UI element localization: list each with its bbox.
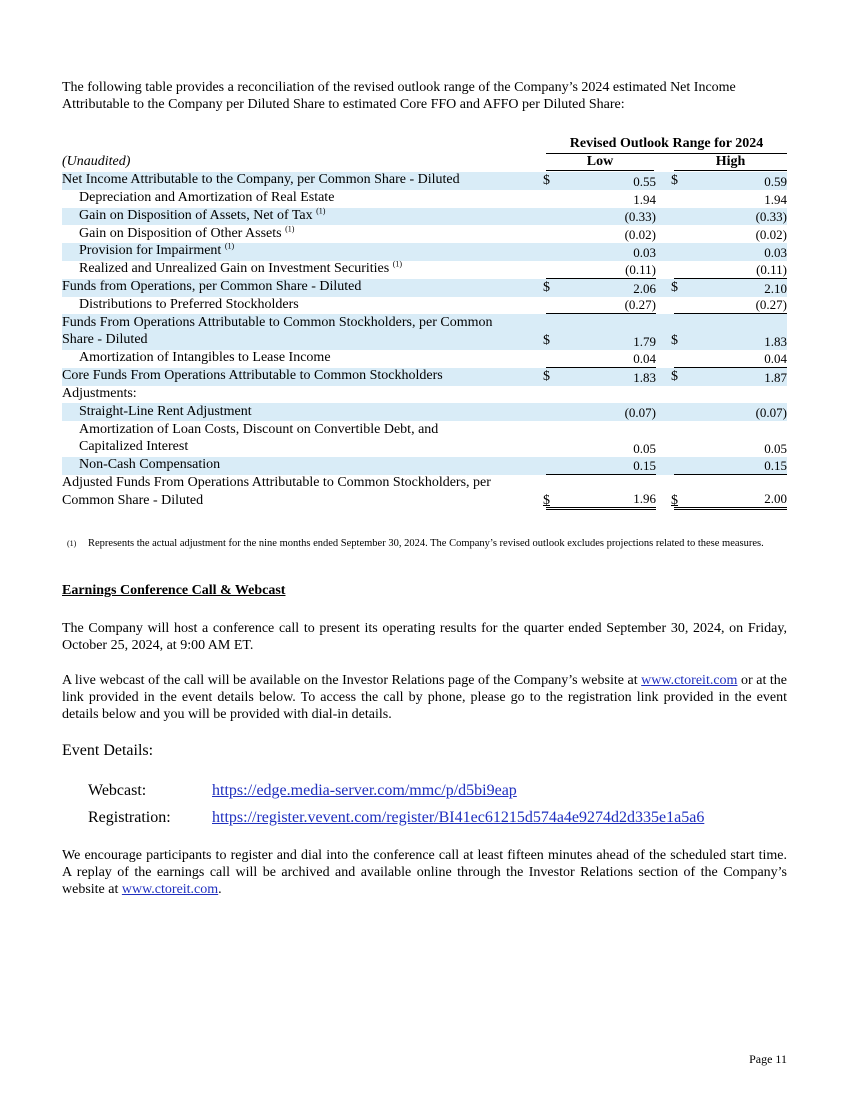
high-value: 0.15 bbox=[674, 457, 787, 475]
webcast-paragraph bbox=[62, 672, 787, 723]
replay-text-after: . bbox=[218, 882, 222, 897]
webcast-text-before: A live webcast of the call will be available on the Investor Relations page of the Company’s website at bbox=[62, 673, 642, 688]
row-label bbox=[62, 171, 532, 189]
row-label-text: Amortization of Loan Costs, Discount on Convertible Debt, and bbox=[79, 421, 439, 437]
low-value: 0.55 bbox=[633, 173, 656, 189]
row-label-text: Distributions to Preferred Stockholders bbox=[79, 296, 299, 312]
row-label-text: Funds from Operations, per Common Share - Diluted bbox=[62, 279, 362, 295]
table-body bbox=[62, 172, 787, 510]
dollar-sign: $ bbox=[543, 279, 550, 295]
low-value: 0.05 bbox=[633, 440, 656, 456]
event-key: Registration: bbox=[88, 809, 171, 826]
row-label bbox=[62, 367, 532, 385]
high-column-header: High bbox=[674, 154, 787, 171]
webcast-text-after: or at the link provided in the event details below. To access the call by phone, please go to the registration link provided in the event details below and you will be provided with dial-in details. bbox=[62, 673, 787, 722]
high-value: 0.05 bbox=[764, 440, 787, 456]
row-label-text: Core Funds From Operations Attributable to Common Stockholders bbox=[62, 368, 443, 384]
high-value: 2.10 bbox=[764, 280, 787, 296]
row-label-text: Net Income Attributable to the Company, per Common Share - Diluted bbox=[62, 172, 460, 188]
dollar-sign: $ bbox=[671, 279, 678, 295]
row-label bbox=[62, 278, 532, 296]
row-label-text: Adjusted Funds From Operations Attributable to Common Stockholders, per bbox=[62, 475, 491, 491]
high-value: 1.87 bbox=[764, 369, 787, 385]
replay-paragraph bbox=[62, 847, 787, 898]
row-label bbox=[79, 349, 549, 367]
website-link[interactable]: www.ctoreit.com bbox=[641, 673, 738, 688]
row-label bbox=[62, 314, 532, 349]
low-value: 1.83 bbox=[633, 369, 656, 385]
table-row bbox=[62, 190, 787, 208]
row-label-text: Gain on Disposition of Other Assets bbox=[79, 225, 282, 241]
table-row bbox=[62, 225, 787, 243]
row-label bbox=[62, 385, 532, 403]
row-label-text: Amortization of Intangibles to Lease Income bbox=[79, 350, 331, 366]
footnote-ref: (1) bbox=[316, 206, 326, 216]
high-value: (0.27) bbox=[674, 296, 787, 314]
table-row bbox=[62, 279, 787, 297]
low-value: 0.15 bbox=[546, 457, 656, 475]
dollar-sign: $ bbox=[671, 332, 678, 348]
row-label-text: Realized and Unrealized Gain on Investment Securities bbox=[79, 261, 390, 277]
high-value: 1.83 bbox=[764, 333, 787, 349]
low-value: 1.94 bbox=[633, 191, 656, 207]
high-value: (0.33) bbox=[755, 209, 787, 225]
table-column-headers bbox=[62, 154, 787, 171]
dollar-sign: $ bbox=[671, 368, 678, 384]
intro-paragraph: The following table provides a reconciliation of the revised outlook range of the Company’s 2024 estimated Net Income Attributable to the Company per Diluted Share to estimated Core FFO and AFFO per Diluted Share: bbox=[62, 80, 736, 112]
table-row bbox=[62, 350, 787, 368]
table-row bbox=[62, 368, 787, 386]
dollar-sign: $ bbox=[543, 172, 550, 188]
row-label bbox=[79, 296, 549, 314]
table-row bbox=[62, 261, 787, 279]
row-label-text-line2: Common Share - Diluted bbox=[62, 492, 204, 508]
webcast-link[interactable]: https://edge.media-server.com/mmc/p/d5bi9eap bbox=[212, 782, 517, 799]
dollar-sign: $ bbox=[543, 332, 550, 348]
footnote-mark: (1) bbox=[67, 539, 77, 548]
row-label-text: Provision for Impairment bbox=[79, 243, 222, 259]
low-value: 0.03 bbox=[633, 244, 656, 260]
table-row bbox=[62, 457, 787, 475]
high-value: (0.07) bbox=[755, 405, 787, 421]
low-value: 1.96 bbox=[546, 490, 656, 510]
low-value: (0.27) bbox=[546, 296, 656, 314]
low-value: (0.02) bbox=[624, 227, 656, 243]
row-label bbox=[79, 242, 549, 260]
dollar-sign: $ bbox=[543, 493, 550, 509]
page-number: Page 11 bbox=[749, 1052, 787, 1066]
high-value: 1.94 bbox=[764, 191, 787, 207]
low-value: (0.11) bbox=[546, 261, 656, 279]
table-row bbox=[62, 314, 787, 350]
row-label bbox=[62, 474, 532, 509]
low-value: (0.07) bbox=[624, 405, 656, 421]
low-value: 1.79 bbox=[633, 333, 656, 349]
table-row bbox=[62, 421, 787, 457]
low-value: (0.33) bbox=[624, 209, 656, 225]
low-value: 2.06 bbox=[633, 280, 656, 296]
section-title: Earnings Conference Call & Webcast bbox=[62, 583, 286, 598]
conference-call-paragraph: The Company will host a conference call to present its operating results for the quarter ended September 30, 2024, on Friday, October 25, 2024, at 9:00 AM ET. bbox=[62, 621, 787, 653]
row-label-text: Depreciation and Amortization of Real Estate bbox=[79, 190, 335, 206]
row-label-text: Gain on Disposition of Assets, Net of Tax bbox=[79, 207, 313, 223]
high-value: 0.04 bbox=[674, 350, 787, 368]
footnote-text: Represents the actual adjustment for the nine months ended September 30, 2024. The Company’s revised outlook excludes projections related to these measures. bbox=[88, 538, 764, 549]
table-row bbox=[62, 475, 787, 511]
high-value: (0.02) bbox=[755, 227, 787, 243]
high-value: 0.03 bbox=[764, 244, 787, 260]
replay-text-before: We encourage participants to register and dial into the conference call at least fifteen minutes ahead of the scheduled start time. A replay of the earnings call will be archived and available online through the Investor Relations section of the Company’s website at bbox=[62, 848, 787, 897]
row-label-text: Straight-Line Rent Adjustment bbox=[79, 403, 252, 419]
row-label bbox=[79, 421, 549, 456]
table-row bbox=[62, 208, 787, 226]
row-label bbox=[79, 207, 549, 225]
row-label bbox=[79, 189, 549, 207]
high-value: 0.59 bbox=[764, 173, 787, 189]
footnote-ref: (1) bbox=[392, 259, 403, 269]
footnote-ref: (1) bbox=[285, 224, 295, 234]
unaudited-label: (Unaudited) bbox=[62, 154, 131, 169]
row-label-text-line2: Share - Diluted bbox=[62, 332, 148, 348]
table-row bbox=[62, 297, 787, 315]
row-label-text: Adjustments: bbox=[62, 385, 137, 401]
row-label bbox=[79, 403, 549, 421]
table-row bbox=[62, 403, 787, 421]
dollar-sign: $ bbox=[671, 493, 678, 509]
table-row bbox=[62, 243, 787, 261]
low-column-header: Low bbox=[546, 154, 654, 171]
table-row bbox=[62, 172, 787, 190]
high-value: 2.00 bbox=[674, 490, 787, 510]
event-key: Webcast: bbox=[88, 782, 147, 799]
low-value: 0.04 bbox=[546, 350, 656, 368]
footnote-ref: (1) bbox=[224, 241, 235, 251]
row-label bbox=[79, 456, 549, 474]
table-header-title: Revised Outlook Range for 2024 bbox=[546, 136, 787, 154]
event-details-heading: Event Details: bbox=[62, 742, 154, 759]
row-label-text: Funds From Operations Attributable to Common Stockholders, per Common bbox=[62, 314, 493, 330]
website-link-2[interactable]: www.ctoreit.com bbox=[121, 882, 219, 897]
row-label bbox=[79, 225, 549, 243]
dollar-sign: $ bbox=[543, 368, 550, 384]
dollar-sign: $ bbox=[671, 172, 678, 188]
registration-link[interactable]: https://register.vevent.com/register/BI41ec61215d574a4e9274d2d335e1a5a6 bbox=[212, 809, 705, 826]
row-label-text: Non-Cash Compensation bbox=[79, 457, 221, 473]
high-value: (0.11) bbox=[674, 261, 787, 279]
row-label-text-line2: Capitalized Interest bbox=[79, 439, 189, 455]
table-row bbox=[62, 386, 787, 404]
row-label bbox=[79, 260, 549, 278]
